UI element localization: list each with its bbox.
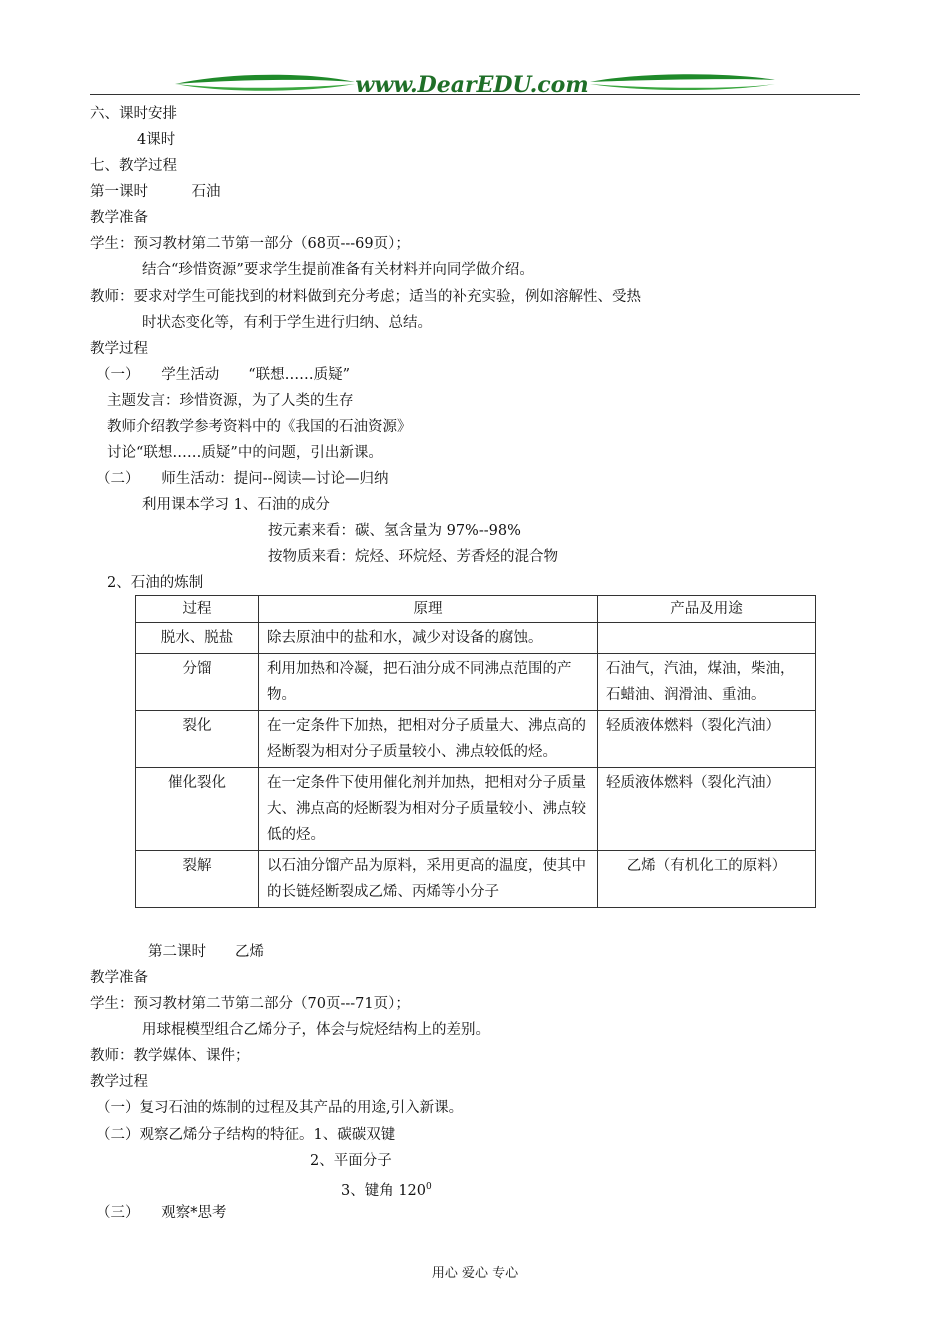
table-cell: 轻质液体燃料（裂化汽油）	[598, 711, 816, 768]
lesson-two-title: 第二课时 乙烯	[148, 944, 264, 960]
table-cell: 在一定条件下使用催化剂并加热，把相对分子质量大、沸点高的烃断裂为相对分子质量较小、沸点较低的烃。	[259, 768, 598, 851]
table-cell: 脱水、脱盐	[136, 623, 259, 654]
planar-molecule: 2、平面分子	[310, 1153, 392, 1169]
lesson-count: 4课时	[137, 132, 176, 148]
teacher-prep-2: 教师：教学媒体、课件；	[90, 1048, 250, 1064]
table-cell	[598, 623, 816, 654]
student-prep-2-cont: 用球棍模型组合乙烯分子，体会与烷烃结构上的差别。	[142, 1022, 490, 1038]
table-cell: 除去原油中的盐和水，减少对设备的腐蚀。	[259, 623, 598, 654]
table-cell: 裂解	[136, 851, 259, 908]
student-prep-1-cont: 结合“珍惜资源”要求学生提前准备有关材料并向同学做介绍。	[142, 262, 534, 278]
table-cell: 轻质液体燃料（裂化汽油）	[598, 768, 816, 851]
table-cell: 在一定条件下加热，把相对分子质量大、沸点高的烃断裂为相对分子质量较小、沸点较低的烃。	[259, 711, 598, 768]
header-process: 过程	[136, 596, 259, 623]
bond-angle	[341, 1178, 432, 1200]
petroleum-composition: 利用课本学习 1、石油的成分	[142, 497, 330, 513]
observe-think: （三） 观察*思考	[96, 1205, 227, 1221]
composition-by-substance: 按物质来看：烷烃、环烷烃、芳香烃的混合物	[268, 549, 558, 565]
header-rule	[90, 94, 860, 95]
process-heading-2: 教学过程	[90, 1074, 148, 1090]
bond-angle-text: 3、键角 120	[341, 1182, 427, 1199]
step-two: （二） 师生活动：提问--阅读—讨论—归纳	[96, 471, 389, 487]
teacher-prep-1-cont: 时状态变化等，有利于学生进行归纳、总结。	[142, 315, 432, 331]
composition-by-element: 按元素来看：碳、氢含量为 97%--98%	[268, 523, 521, 539]
table-row	[136, 623, 816, 654]
refining-table	[135, 595, 816, 908]
table-cell: 石油气，汽油，煤油，柴油，石蜡油、润滑油、重油。	[598, 654, 816, 711]
prep-heading-2: 教学准备	[90, 970, 148, 986]
prep-heading-1: 教学准备	[90, 210, 148, 226]
review-step: （一）复习石油的炼制的过程及其产品的用途,引入新课。	[96, 1100, 464, 1116]
section-seven-heading: 七、教学过程	[90, 158, 177, 174]
table-row	[136, 654, 816, 711]
step-one: （一） 学生活动 “联想……质疑”	[96, 367, 351, 383]
page-footer: 用心 爱心 专心	[431, 1266, 519, 1281]
table-cell: 裂化	[136, 711, 259, 768]
refining-heading: 2、石油的炼制	[107, 575, 204, 591]
student-prep-1: 学生：预习教材第二节第一部分（68页---69页）；	[90, 236, 410, 252]
section-six-heading: 六、课时安排	[90, 106, 177, 122]
table-cell: 利用加热和冷凝，把石油分成不同沸点范围的产物。	[259, 654, 598, 711]
logo-text: www.DearEDU.com	[355, 72, 589, 98]
discussion: 讨论“联想……质疑”中的问题，引出新课。	[107, 445, 383, 461]
table-cell: 分馏	[136, 654, 259, 711]
lesson-one-title: 第一课时 石油	[90, 184, 221, 200]
header-principle: 原理	[259, 596, 598, 623]
table-cell: 以石油分馏产品为原料，采用更高的温度，使其中的长链烃断裂成乙烯、丙烯等小分子	[259, 851, 598, 908]
degree-superscript: 0	[426, 1182, 432, 1192]
table-row	[136, 851, 816, 908]
theme-speech: 主题发言：珍惜资源，为了人类的生存	[107, 393, 354, 409]
teacher-intro: 教师介绍教学参考资料中的《我国的石油资源》	[107, 419, 412, 435]
teacher-prep-1: 教师：要求对学生可能找到的材料做到充分考虑；适当的补充实验，例如溶解性、受热	[90, 289, 641, 305]
table-cell: 乙烯（有机化工的原料）	[598, 851, 816, 908]
table-cell: 催化裂化	[136, 768, 259, 851]
table-row	[136, 711, 816, 768]
header-products: 产品及用途	[598, 596, 816, 623]
student-prep-2: 学生：预习教材第二节第二部分（70页---71页）；	[90, 996, 410, 1012]
ethylene-structure: （二）观察乙烯分子结构的特征。1、碳碳双键	[96, 1127, 396, 1143]
table-header-row	[136, 596, 816, 623]
table-row	[136, 768, 816, 851]
process-heading-1: 教学过程	[90, 341, 148, 357]
